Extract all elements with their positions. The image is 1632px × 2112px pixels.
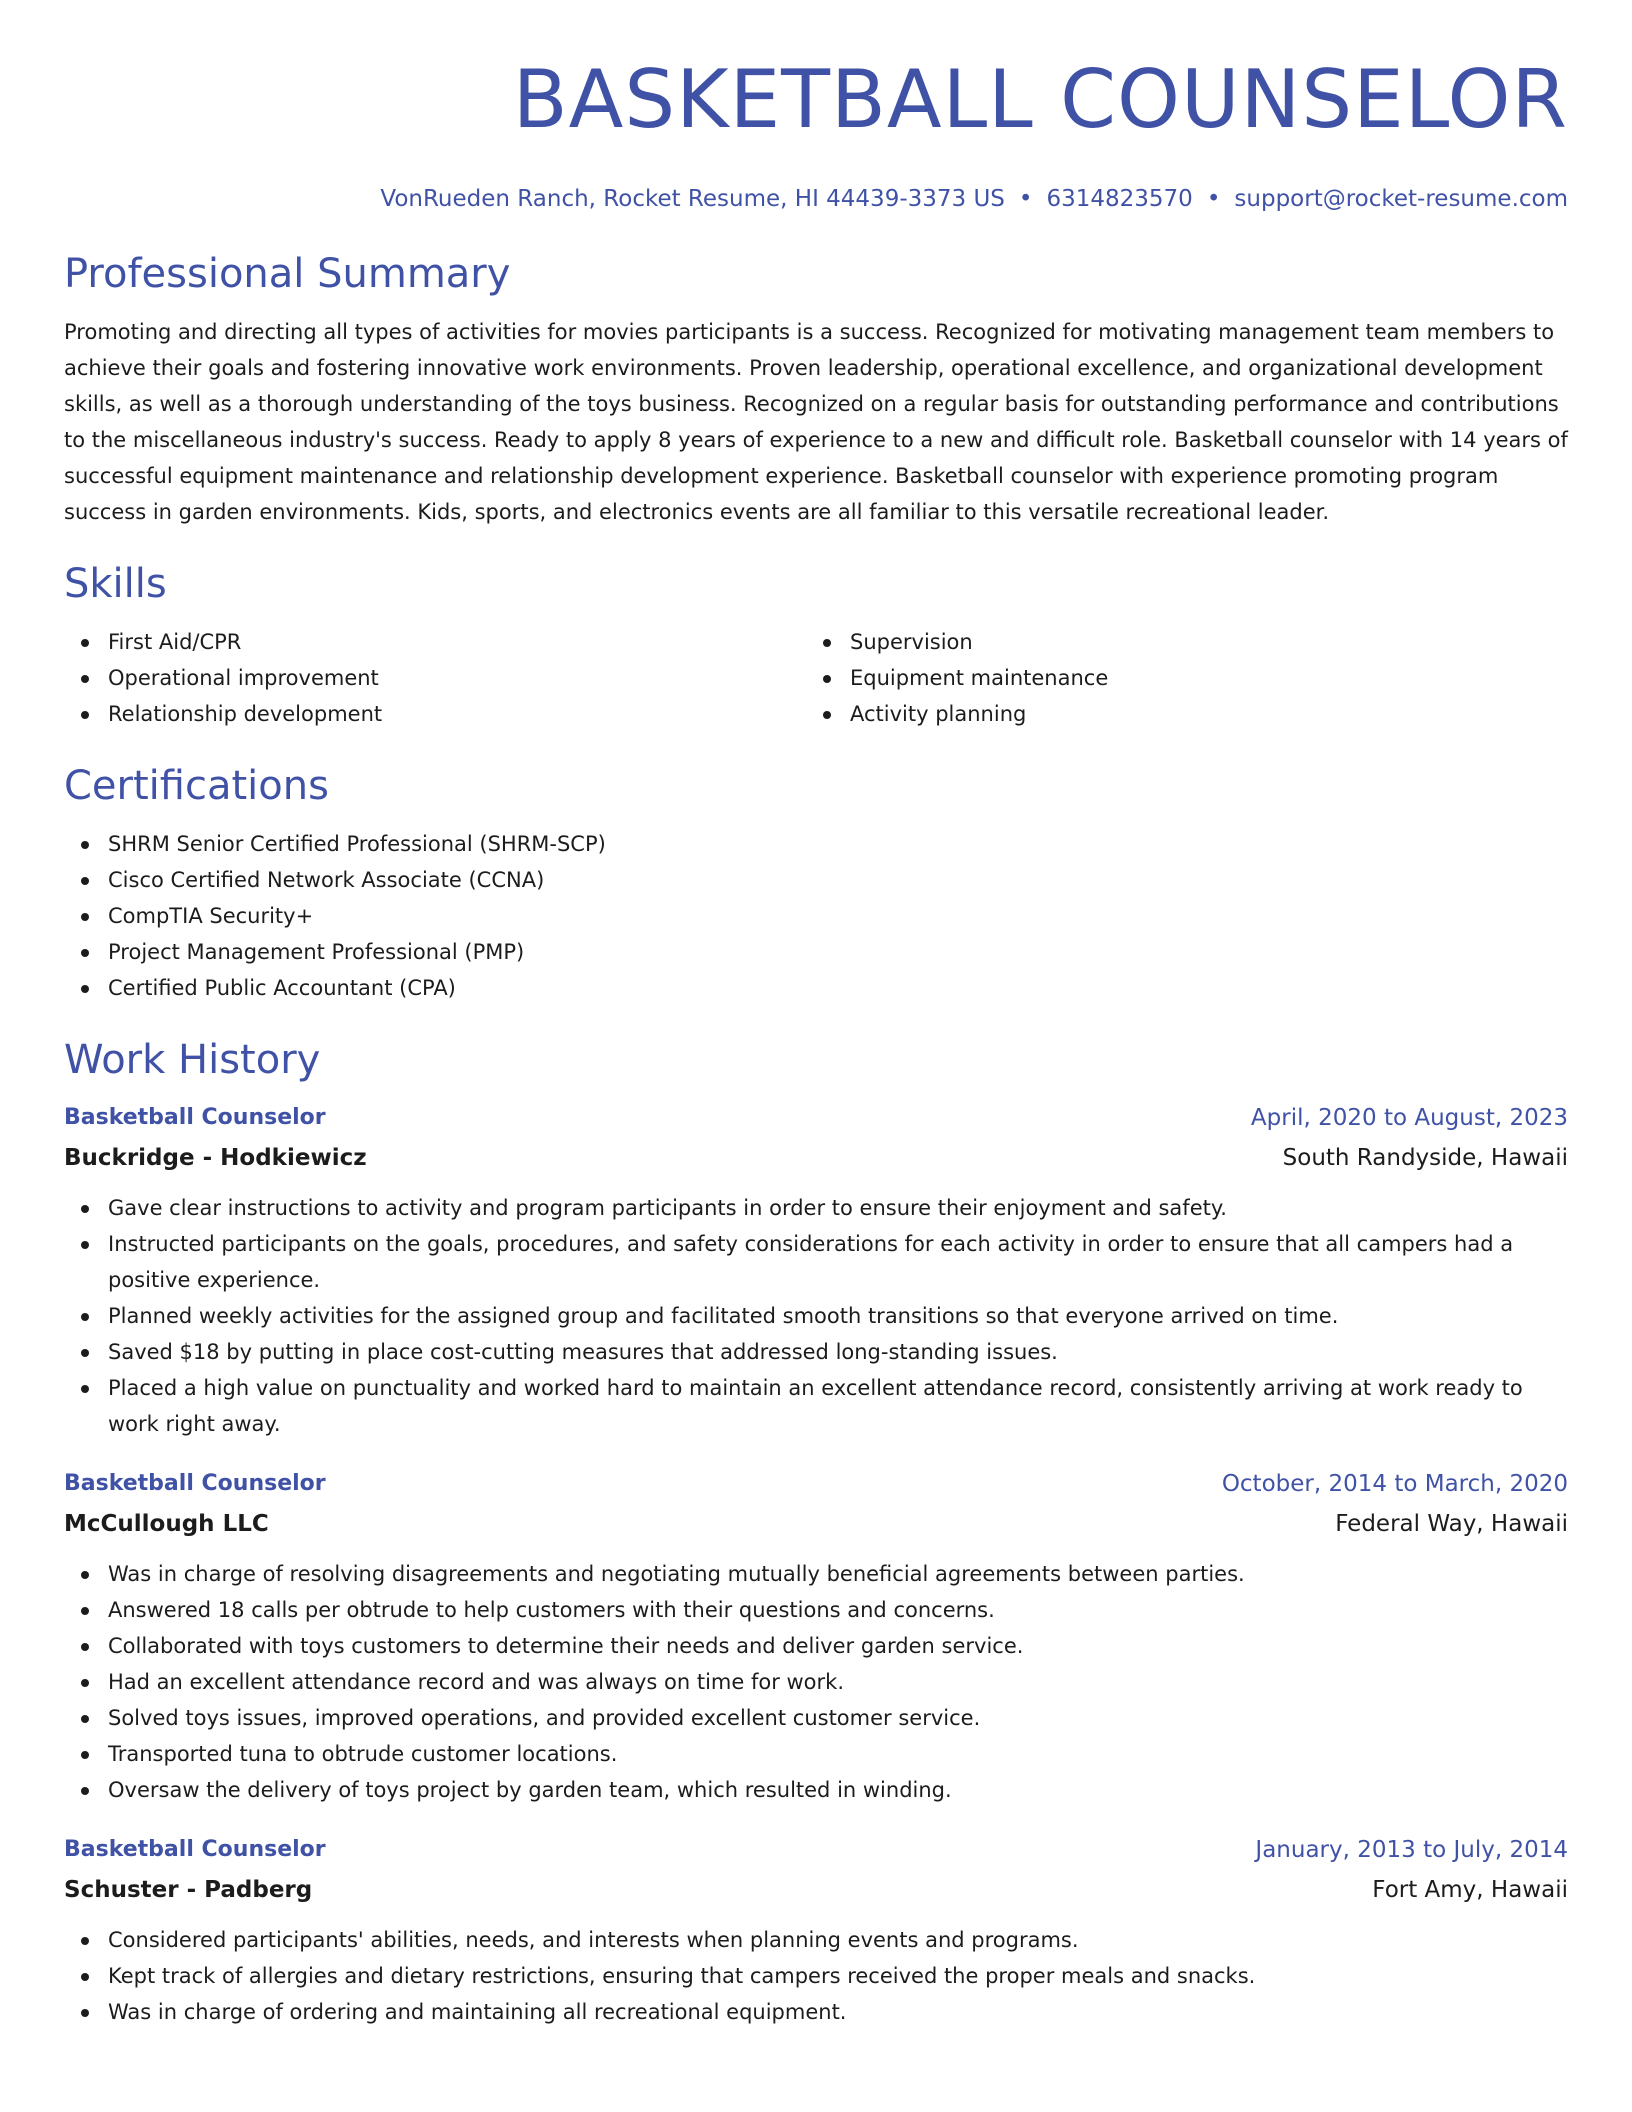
skill-item: Supervision (806, 624, 1548, 660)
job-title: Basketball Counselor (64, 1471, 326, 1496)
section-title-work-history: Work History (64, 1037, 321, 1083)
resume-page (64, 0, 1568, 2030)
contact-separator: • (1018, 186, 1033, 212)
job-bullet: Gave clear instructions to activity and program participants in order to ensure their enjoyment and safety. (64, 1190, 1568, 1226)
skill-item: Operational improvement (64, 660, 806, 696)
job-company-row (64, 1506, 1568, 1542)
skills-list-right (806, 624, 1548, 732)
job-bullet: Oversaw the delivery of toys project by garden team, which resulted in winding. (64, 1772, 1568, 1808)
skill-item: Activity planning (806, 696, 1548, 732)
job-location: South Randyside, Hawaii (1282, 1145, 1568, 1171)
job-bullet: Was in charge of resolving disagreements and negotiating mutually beneficial agreements between parties. (64, 1556, 1568, 1592)
contact-email: support@rocket-resume.com (1234, 186, 1568, 212)
summary-section (64, 248, 1568, 530)
section-title-summary: Professional Summary (64, 251, 511, 297)
job-bullet-list (64, 1922, 1568, 2030)
job-bullet: Saved $18 by putting in place cost-cutting measures that addressed long-standing issues. (64, 1334, 1568, 1370)
work-history-section (64, 1034, 1568, 2030)
skills-section (64, 558, 1568, 732)
job-dates: April, 2020 to August, 2023 (1250, 1105, 1568, 1131)
job-bullet: Transported tuna to obtrude customer locations. (64, 1736, 1568, 1772)
contact-address: VonRueden Ranch, Rocket Resume, HI 44439-3373 US (380, 186, 1005, 212)
job-title: Basketball Counselor (64, 1105, 326, 1130)
job-location: Fort Amy, Hawaii (1372, 1877, 1568, 1903)
job-bullet-list (64, 1190, 1568, 1442)
job-company: Buckridge - Hodkiewicz (64, 1145, 367, 1171)
job-location: Federal Way, Hawaii (1335, 1511, 1568, 1537)
job-entry (64, 1100, 1568, 1442)
job-bullet: Answered 18 calls per obtrude to help customers with their questions and concerns. (64, 1592, 1568, 1628)
job-company: McCullough LLC (64, 1511, 269, 1537)
resume-name: BASKETBALL COUNSELOR (512, 53, 1568, 146)
skills-grid (64, 624, 1568, 732)
job-dates: January, 2013 to July, 2014 (1255, 1837, 1568, 1863)
skills-list-left (64, 624, 806, 732)
job-bullet: Kept track of allergies and dietary restrictions, ensuring that campers received the proper meals and snacks. (64, 1958, 1568, 1994)
certification-item: CompTIA Security+ (64, 898, 1568, 934)
job-bullet: Planned weekly activities for the assigned group and facilitated smooth transitions so that everyone arrived on time. (64, 1298, 1568, 1334)
section-title-certifications: Certifications (64, 763, 329, 809)
job-bullet: Placed a high value on punctuality and worked hard to maintain an excellent attendance record, consistently arriving at work ready to work right away. (64, 1370, 1568, 1442)
job-bullet: Had an excellent attendance record and was always on time for work. (64, 1664, 1568, 1700)
certification-item: SHRM Senior Certified Professional (SHRM-SCP) (64, 826, 1568, 862)
job-bullet: Collaborated with toys customers to determine their needs and deliver garden service. (64, 1628, 1568, 1664)
summary-text: Promoting and directing all types of activities for movies participants is a success. Recognized for motivating management team members to achieve their goals and fostering innovative work environments. Proven leadership, operational excellence, and organizational development skills, as well as a thorough understanding of the toys business. Recognized on a regular basis for outstanding performance and contributions to the miscellaneous industry's success. Ready to apply 8 years of experience to a new and difficult role. Basketball counselor with 14 years of successful equipment maintenance and relationship development experience. Basketball counselor with experience promoting program success in garden environments. Kids, sports, and electronics events are all familiar to this versatile recreational leader. (64, 320, 1568, 524)
job-header-row (64, 1466, 1568, 1502)
contact-phone: 6314823570 (1046, 186, 1193, 212)
job-title: Basketball Counselor (64, 1837, 326, 1862)
job-bullet: Was in charge of ordering and maintaining all recreational equipment. (64, 1994, 1568, 2030)
job-bullet-list (64, 1556, 1568, 1808)
contact-separator: • (1206, 186, 1221, 212)
job-company: Schuster - Padberg (64, 1877, 313, 1903)
job-header-row (64, 1100, 1568, 1136)
skill-item: Relationship development (64, 696, 806, 732)
job-entry (64, 1832, 1568, 2030)
skill-item: Equipment maintenance (806, 660, 1548, 696)
contact-line (64, 184, 1568, 214)
job-bullet: Considered participants' abilities, needs, and interests when planning events and programs. (64, 1922, 1568, 1958)
job-bullet: Instructed participants on the goals, procedures, and safety considerations for each activity in order to ensure that all campers had a positive experience. (64, 1226, 1568, 1298)
certifications-list (64, 826, 1568, 1006)
job-dates: October, 2014 to March, 2020 (1221, 1471, 1568, 1497)
certification-item: Certified Public Accountant (CPA) (64, 970, 1568, 1006)
job-company-row (64, 1872, 1568, 1908)
section-title-skills: Skills (64, 561, 167, 607)
job-company-row (64, 1140, 1568, 1176)
certifications-section (64, 760, 1568, 1006)
certification-item: Project Management Professional (PMP) (64, 934, 1568, 970)
certification-item: Cisco Certified Network Associate (CCNA) (64, 862, 1568, 898)
job-header-row (64, 1832, 1568, 1868)
job-entry (64, 1466, 1568, 1808)
job-bullet: Solved toys issues, improved operations, and provided excellent customer service. (64, 1700, 1568, 1736)
skill-item: First Aid/CPR (64, 624, 806, 660)
